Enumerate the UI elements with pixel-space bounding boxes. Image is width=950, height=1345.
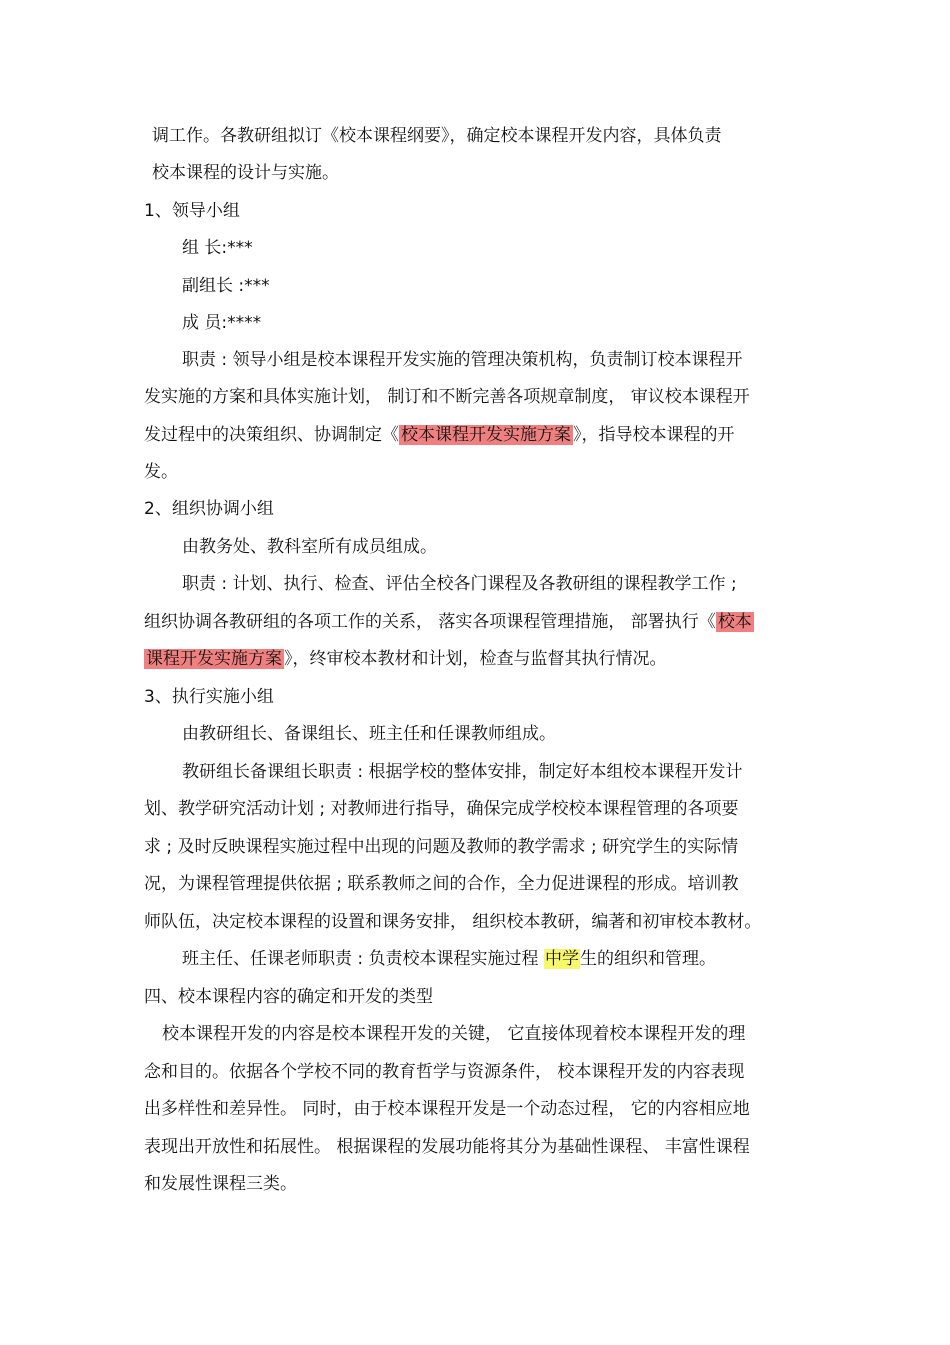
text-run: 班主任、任课老师职责 : 负责校本课程实施过程 [182, 949, 544, 969]
highlighted-title: 课程开发实施方案 [146, 649, 282, 669]
section-heading-course-content: 四、校本课程内容的确定和开发的类型 [144, 987, 433, 1007]
text-run: 》，终审校本教材和计划，检查与监督其执行情况。 [284, 649, 667, 669]
text-line: 调工作。各教研组拟订《校本课程纲要》，确定校本课程开发内容，具体负责 [152, 126, 722, 146]
text-line: 职责 : 计划、执行、检查、评估全校各门课程及各教研组的课程教学工作 ; [182, 574, 737, 594]
text-line: 划、教学研究活动计划 ; 对教师进行指导，确保完成学校校本课程管理的各项要 [144, 799, 739, 819]
highlighted-word: 中学 [544, 949, 579, 969]
text-line: 教研组长备课组长职责 : 根据学校的整体安排，制定好本组校本课程开发计 [182, 762, 743, 782]
highlighted-title: 校本 [717, 612, 752, 632]
text-line: 表现出开放性和拓展性。 根据课程的发展功能将其分为基础性课程、 丰富性课程 [144, 1137, 750, 1157]
highlighted-title: 校本课程开发实施方案 [401, 425, 571, 445]
text-line: 发实施的方案和具体实施计划， 制订和不断完善各项规章制度， 审议校本课程开 [144, 387, 750, 407]
text-line: 况，为课程管理提供依据 ; 联系教师之间的合作，全力促进课程的形成。培训教 [144, 874, 739, 894]
text-line: 由教务处、教科室所有成员组成。 [182, 537, 437, 557]
text-line: 求 ; 及时反映课程实施过程中出现的问题及教师的教学需求 ; 研究学生的实际情 [144, 837, 739, 857]
text-line: 念和目的。依据各个学校不同的教育哲学与资源条件， 校本课程开发的内容表现 [144, 1062, 745, 1082]
section-heading-coordination-group: 2、组织协调小组 [144, 499, 274, 519]
text-line [144, 610, 754, 634]
text-line: 成 员:**** [182, 313, 262, 333]
text-line: 校本课程开发的内容是校本课程开发的关键， 它直接体现着校本课程开发的理 [162, 1024, 746, 1044]
text-line [144, 423, 735, 447]
text-line: 职责 : 领导小组是校本课程开发实施的管理决策机构，负责制订校本课程开 [182, 350, 743, 370]
text-line: 校本课程的设计与实施。 [152, 163, 339, 183]
text-line [144, 647, 667, 671]
text-line: 师队伍，决定校本课程的设置和课务安排， 组织校本教研，编著和初审校本教材。 [144, 912, 762, 932]
text-line: 副组长 :*** [182, 276, 270, 296]
section-heading-leadership-group: 1、领导小组 [144, 201, 240, 221]
text-line: 由教研组长、备课组长、班主任和任课教师组成。 [182, 724, 556, 744]
text-run: 发过程中的决策组织、协调制定《 [144, 425, 399, 445]
text-run: 》，指导校本课程的开 [573, 425, 735, 445]
text-line [182, 947, 716, 971]
text-line: 出多样性和差异性。 同时，由于校本课程开发是一个动态过程， 它的内容相应地 [144, 1099, 750, 1119]
text-run: 组织协调各教研组的各项工作的关系， 落实各项课程管理措施， 部署执行《 [144, 612, 716, 632]
text-line: 和发展性课程三类。 [144, 1174, 297, 1194]
text-line: 组 长:*** [182, 238, 253, 258]
text-line: 发。 [144, 462, 178, 482]
text-run: 生的组织和管理。 [579, 949, 716, 969]
section-heading-implementation-group: 3、执行实施小组 [144, 687, 274, 707]
